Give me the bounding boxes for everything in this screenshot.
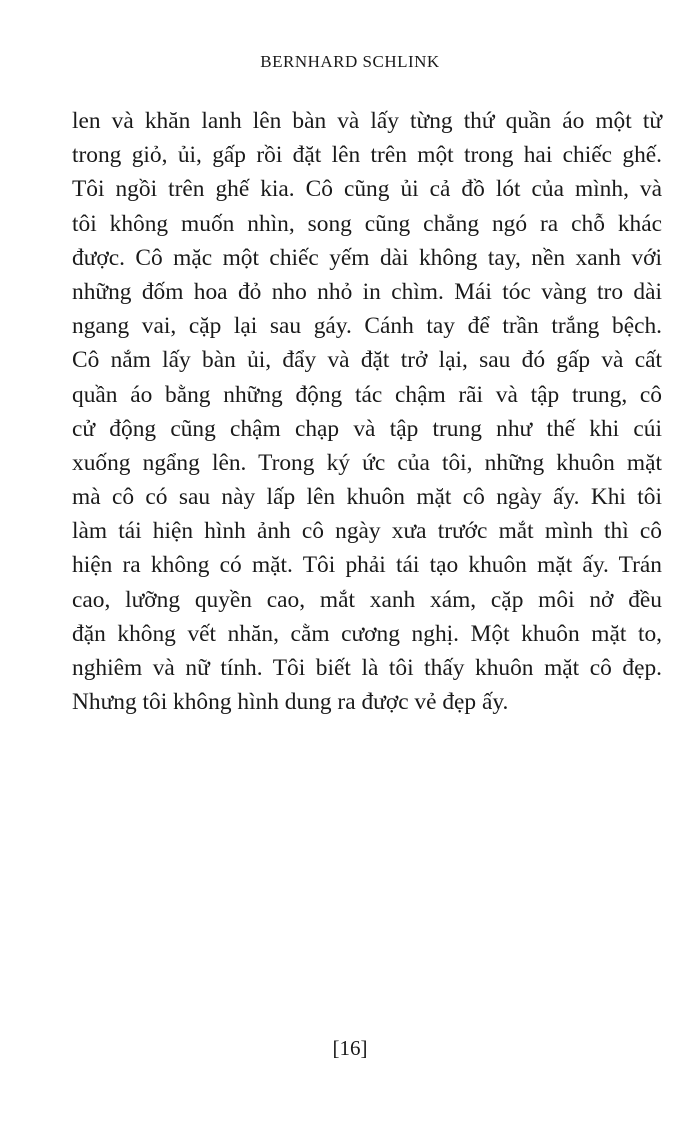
text-line: ngang vai, cặp lại sau gáy. Cánh tay để trần trắng bệch. [72,313,662,340]
text-line: xuống ngẩng lên. Trong ký ức của tôi, những khuôn mặt [72,449,662,476]
text-line: tôi không muốn nhìn, song cũng chẳng ngó ra chỗ khác [72,210,662,237]
text-line: cao, lưỡng quyền cao, mắt xanh xám, cặp môi nở đều [72,586,662,613]
text-line: đặn không vết nhăn, cằm cương nghị. Một khuôn mặt to, [72,620,662,647]
text-line: Nhưng tôi không hình dung ra được vẻ đẹp ấy. [72,689,509,716]
text-line: Cô nắm lấy bàn ủi, đẩy và đặt trở lại, sau đó gấp và cất [72,347,662,374]
body-text [72,104,662,719]
text-line: len và khăn lanh lên bàn và lấy từng thứ quần áo một từ [72,108,662,134]
text-line: làm tái hiện hình ảnh cô ngày xưa trước mắt mình thì cô [72,518,662,545]
page-number: [16] [332,1036,368,1060]
text-line: được. Cô mặc một chiếc yếm dài không tay, nền xanh với [72,244,662,271]
text-line: mà cô có sau này lấp lên khuôn mặt cô ngày ấy. Khi tôi [72,484,662,511]
text-line: nghiêm và nữ tính. Tôi biết là tôi thấy khuôn mặt cô đẹp. [72,655,662,681]
text-line: những đốm hoa đỏ nho nhỏ in chìm. Mái tóc vàng tro dài [72,278,662,305]
text-line: Tôi ngồi trên ghế kia. Cô cũng ủi cả đồ lót của mình, và [72,176,662,203]
text-line: hiện ra không có mặt. Tôi phải tái tạo khuôn mặt ấy. Trán [72,552,662,579]
running-head: BERNHARD SCHLINK [260,52,440,71]
text-line: cử động cũng chậm chạp và tập trung như thế khi cúi [72,415,662,442]
text-line: quần áo bằng những động tác chậm rãi và tập trung, cô [72,381,662,408]
text-line: trong giỏ, ủi, gấp rồi đặt lên trên một trong hai chiếc ghế. [72,142,662,169]
